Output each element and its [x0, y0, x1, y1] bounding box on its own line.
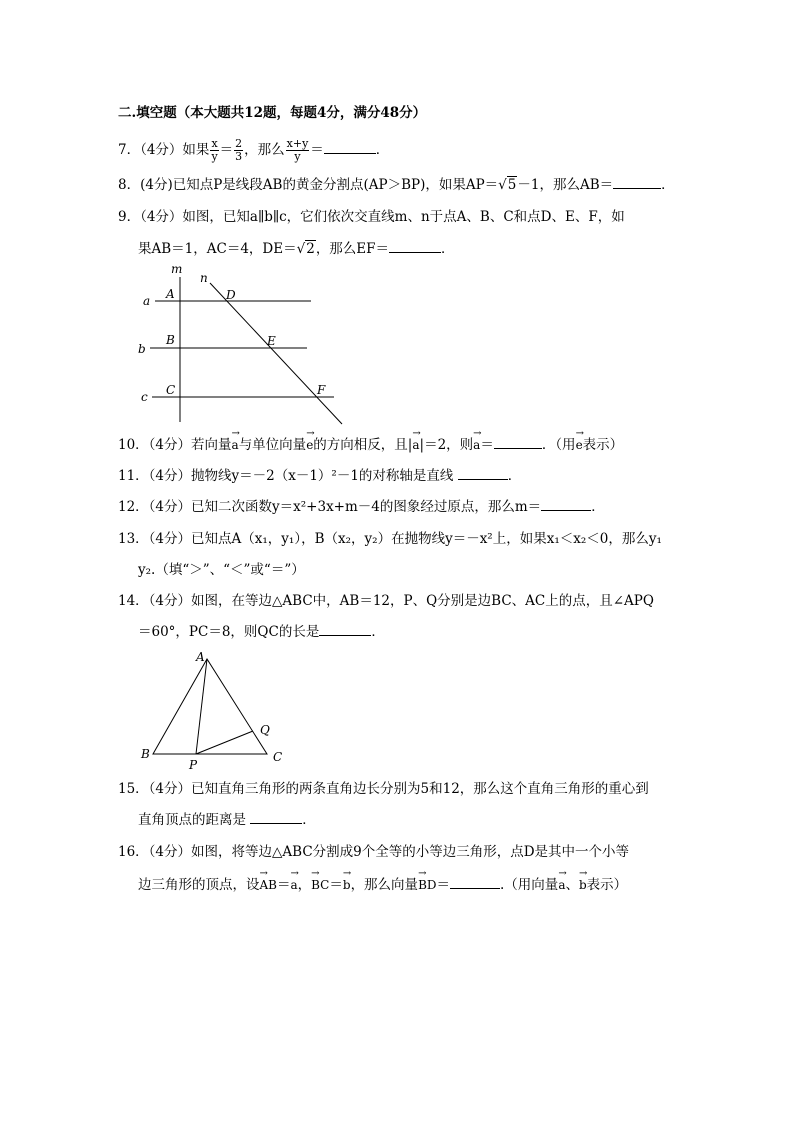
triangle-ABC — [153, 659, 267, 754]
question-16-line2 — [138, 876, 627, 894]
q12-text: 12．（4分）已知二次函数y＝x²+3x+m－4的图象经过原点，那么m＝ — [118, 499, 542, 515]
q16-suffix: .（用向量 — [500, 877, 559, 893]
q10-mid3: |＝2，则 — [419, 437, 474, 453]
q8-prefix: 8．(4分)已知点P是线段AB的黄金分割点(AP＞BP)，如果AP＝ — [118, 177, 499, 193]
q16-mid: ，那么向量 — [350, 877, 419, 893]
q16-eq2: ＝ — [329, 877, 343, 893]
label-c: c — [141, 390, 148, 404]
q14-suffix: ． — [371, 624, 385, 640]
question-8: 8．(4分)已知点P是线段AB的黄金分割点(AP＞BP)，如果AP＝√5－1，那么AB＝ ． — [118, 177, 675, 193]
q16-line2-prefix: 边三角形的顶点，设 — [138, 877, 260, 893]
q10-mid1: 与单位向量 — [238, 437, 307, 453]
q16-eq3: ＝ — [436, 877, 451, 893]
label-Q-14: Q — [260, 723, 270, 737]
q10-vector-e: → e — [306, 436, 313, 454]
q10-vector-a2: → a — [412, 436, 419, 454]
q11-suffix: ． — [507, 468, 522, 484]
q16-vector-a2: → a — [558, 876, 565, 894]
label-P-14: P — [189, 758, 198, 772]
label-B: B — [166, 333, 175, 347]
label-E: E — [267, 334, 276, 348]
q15-suffix: ． — [302, 812, 316, 828]
q10-vector-e2: → e — [576, 436, 583, 454]
q7-eq1: ＝ — [219, 142, 234, 158]
q16-vector-a: → a — [290, 876, 297, 894]
q10-end: 表示） — [582, 437, 624, 453]
label-b: b — [138, 342, 146, 356]
question-13-line2: y₂.（填“＞”、“＜”或“＝”） — [138, 562, 305, 578]
q15-answer-blank[interactable] — [250, 811, 302, 824]
q9-line2-mid: ，那么EF＝ — [315, 241, 390, 257]
q7-frac1-den: y — [211, 150, 218, 163]
q10-eq: ＝ — [480, 437, 494, 453]
section-title: 二.填空题（本大题共12题，每题4分，满分48分） — [118, 105, 427, 121]
q9-line2-prefix: 果AB＝1，AC＝4，DE＝ — [138, 241, 297, 257]
label-D: D — [226, 288, 236, 302]
q16-end: 表示） — [586, 877, 628, 893]
q10-mid2: 的方向相反，且| — [313, 437, 413, 453]
q7-frac2-num: 2 — [235, 137, 243, 150]
label-F: F — [317, 383, 326, 397]
label-m: m — [171, 262, 183, 276]
q7-frac1-num: x — [211, 137, 218, 150]
q16-sep: 、 — [565, 877, 579, 893]
q16-vector-BD: → BD — [418, 876, 436, 894]
label-a: a — [143, 294, 151, 308]
q7-suffix: ． — [375, 142, 390, 158]
q14-line2-prefix: ＝60°，PC＝8，则QC的长是 — [138, 624, 320, 640]
q16-answer-blank[interactable] — [450, 876, 500, 889]
label-C: C — [166, 383, 176, 397]
question-16-line1: 16．（4分）如图，将等边△ABC分割成9个全等的小等边三角形，点D是其中一个小等 — [118, 844, 630, 860]
q8-after-radical: －1，那么AB＝ — [517, 177, 614, 193]
question-14-line1: 14．（4分）如图，在等边△ABC中，AB＝12，P、Q分别是边BC、AC上的点，且∠APQ — [118, 593, 654, 609]
q10-suffix: ．（用 — [541, 437, 576, 453]
q10-vector-a: → a — [232, 436, 239, 454]
q7-prefix: 7．（4分）如果 — [118, 142, 210, 158]
label-A: A — [166, 287, 175, 301]
q11-text: 11．（4分）抛物线y＝－2（x－1）²－1的对称轴是直线 — [118, 468, 454, 484]
q16-vector-AB: → AB — [260, 876, 277, 894]
q7-frac3-num: x+y — [286, 137, 309, 150]
label-A-14: A — [196, 650, 205, 664]
label-C-14: C — [273, 750, 283, 764]
q9-radical: 2 — [306, 241, 315, 257]
q8-radical: 5 — [507, 177, 517, 193]
question-13-line1: 13．（4分）已知点A（x₁，y₁），B（x₂，y₂）在抛物线y＝－x²上，如果x₁＜x₂＜0，那么y₁ — [118, 531, 662, 547]
q16-comma: ， — [297, 877, 312, 893]
q9-suffix: ． — [441, 241, 455, 257]
q7-frac2-den: 3 — [235, 150, 243, 163]
label-n: n — [200, 271, 208, 285]
q16-vector-BC: → BC — [311, 876, 329, 894]
segment-AP — [196, 659, 207, 754]
q7-eq2: ＝ — [310, 142, 324, 158]
q16-vector-b2: → b — [579, 876, 587, 894]
question-15-line1: 15．（4分）已知直角三角形的两条直角边长分别为5和12，那么这个直角三角形的重心到 — [118, 781, 649, 797]
q16-eq1: ＝ — [276, 877, 291, 893]
q10-vector-a3: → a — [473, 436, 480, 454]
question-9-line2: 果AB＝1，AC＝4，DE＝√2，那么EF＝ ． — [138, 241, 455, 257]
q7-mid: ，那么 — [244, 142, 285, 158]
q8-suffix: ． — [661, 177, 675, 193]
question-15-line2 — [138, 811, 316, 829]
q7-frac3-den: y — [294, 150, 301, 163]
q10-prefix: 10．（4分）若向量 — [118, 437, 232, 453]
segment-PQ — [196, 731, 253, 754]
q16-vector-b: → b — [343, 876, 351, 894]
q15-line2-prefix: 直角顶点的距离是 — [138, 812, 246, 828]
label-B-14: B — [141, 747, 150, 761]
q12-suffix: ． — [591, 499, 605, 515]
question-9-line1: 9．（4分）如图，已知a∥b∥c，它们依次交直线m、n于点A、B、C和点D、E、F，如 — [118, 209, 625, 225]
